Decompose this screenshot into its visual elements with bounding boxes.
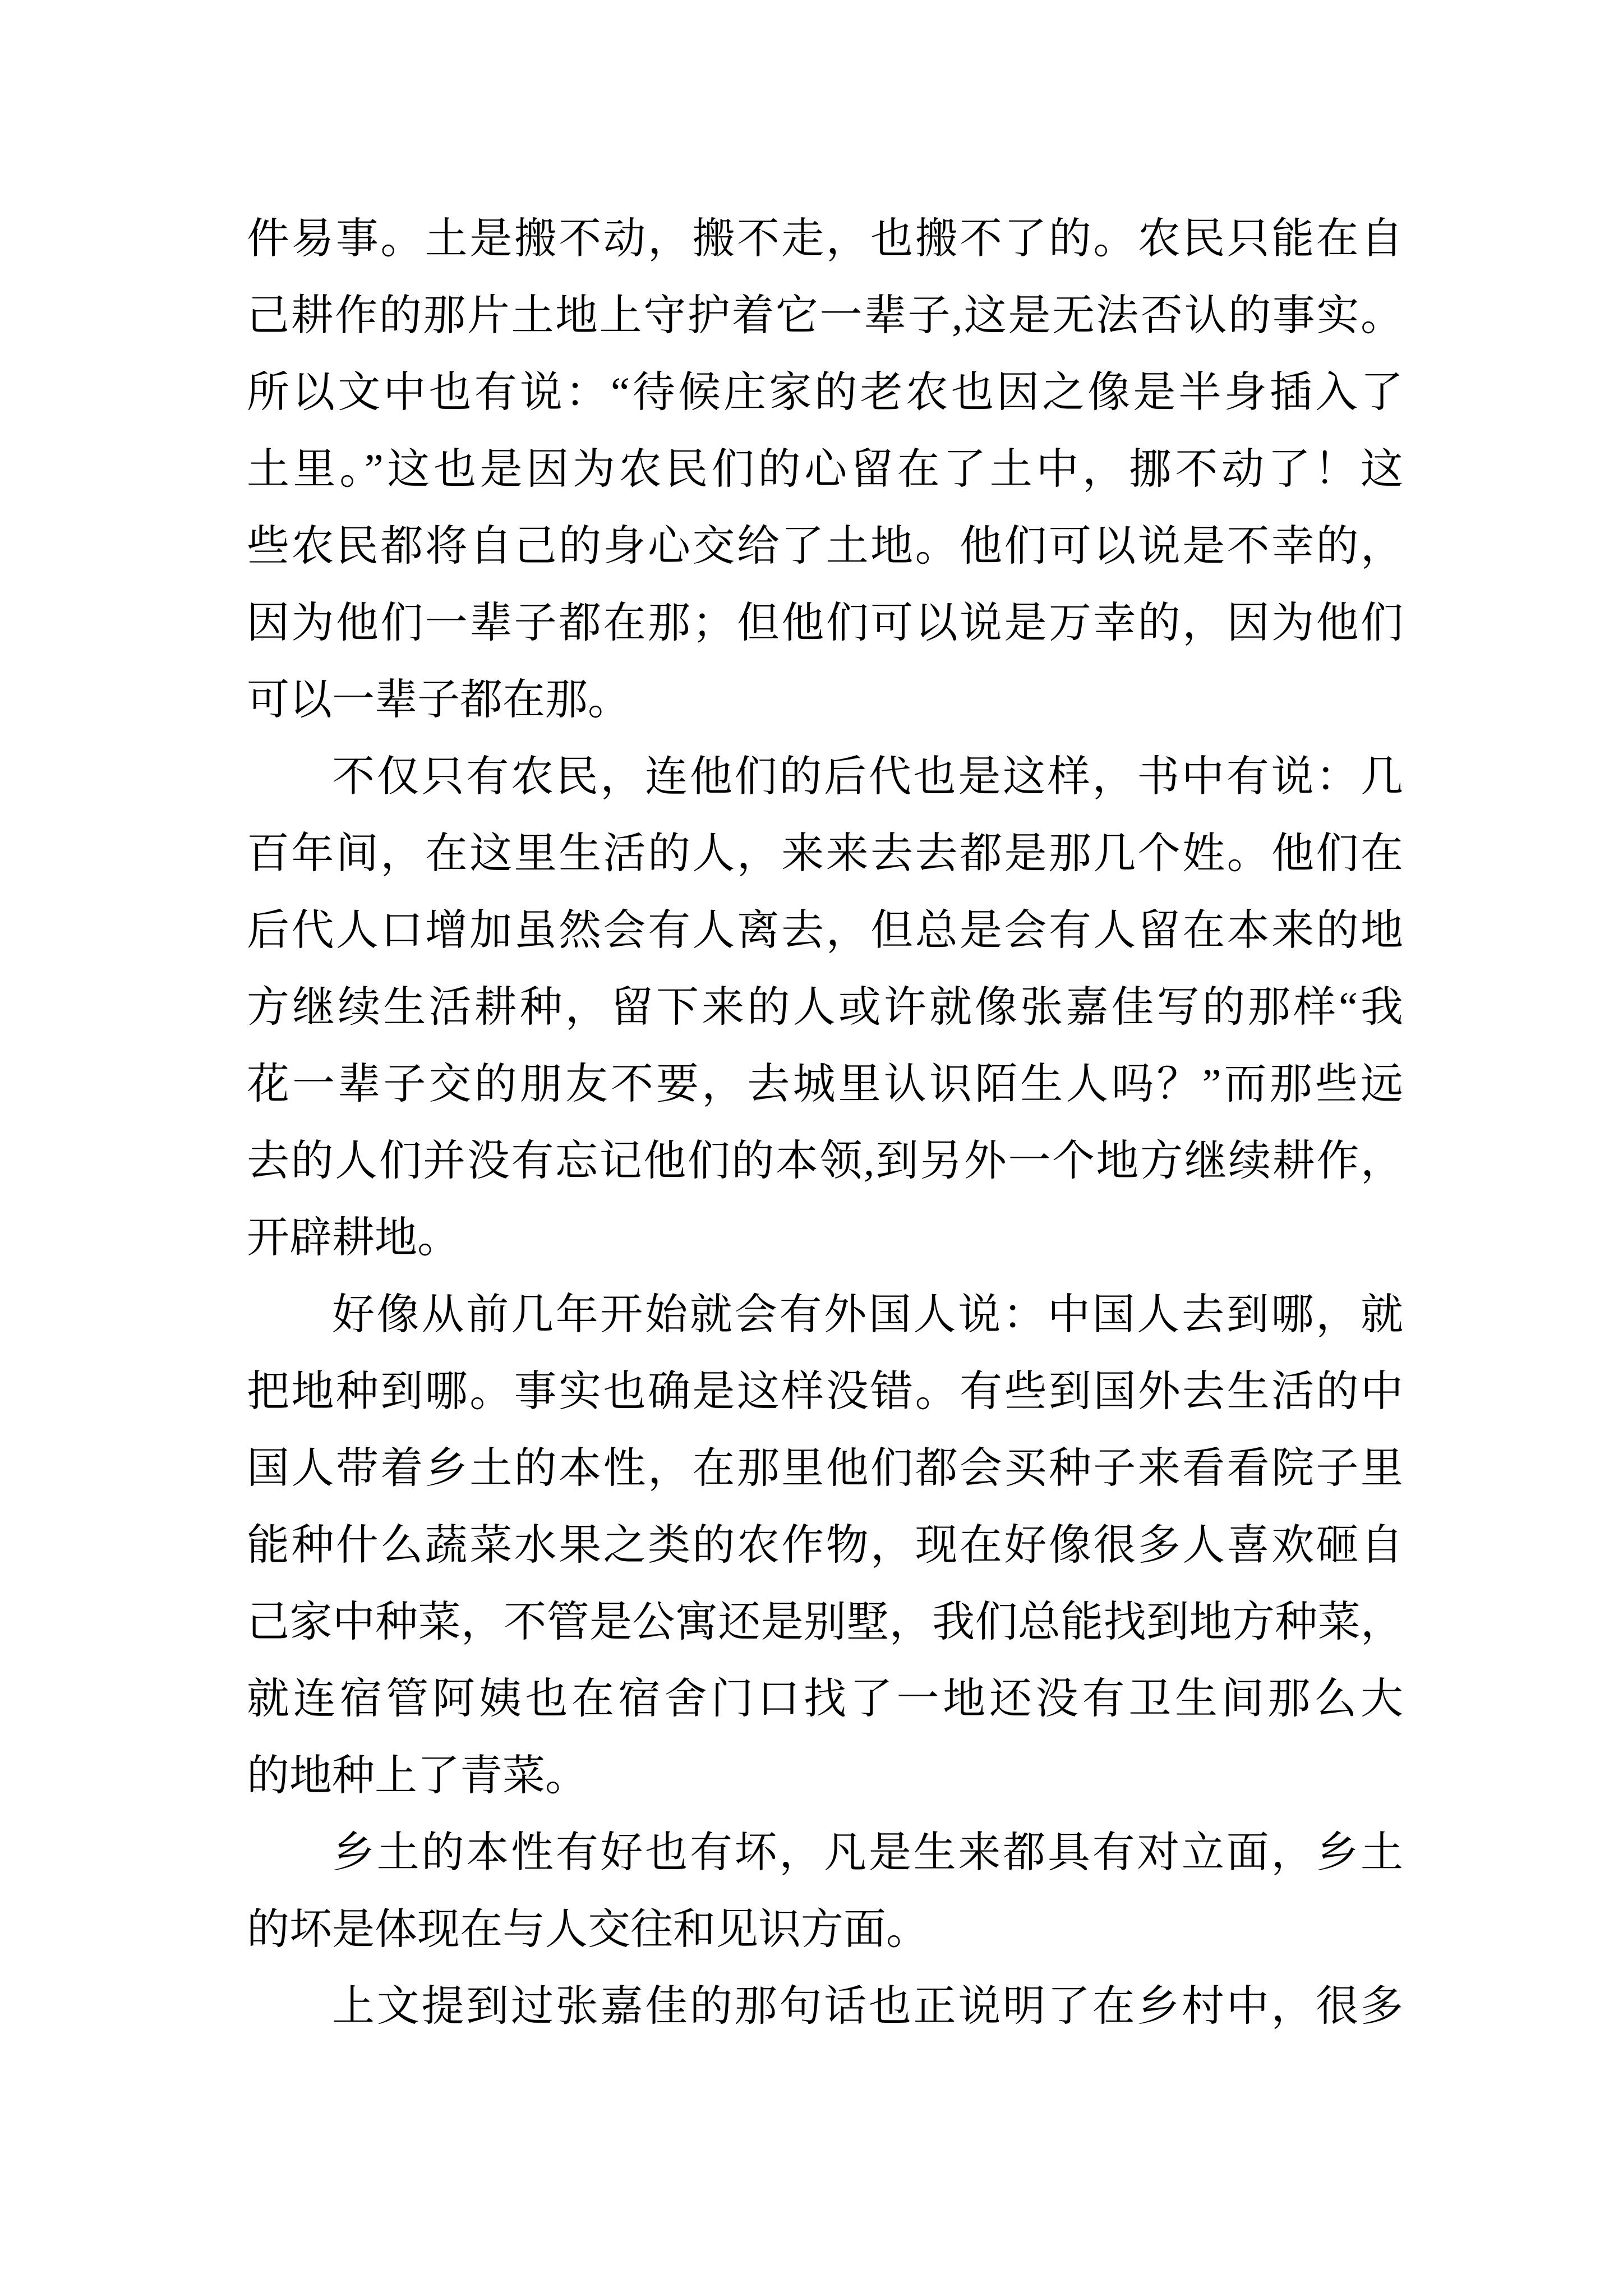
text-line: 乡土的本性有好也有坏，凡是生来都具有对立面，乡土 bbox=[332, 1829, 1403, 1876]
text-line: 不仅只有农民，连他们的后代也是这样，书中有说：几 bbox=[332, 753, 1403, 800]
text-line: 方继续生活耕种，留下来的人或许就像张嘉佳写的那样“我 bbox=[247, 984, 1403, 1031]
text-line: 因为他们一辈子都在那；但他们可以说是万幸的，因为他们 bbox=[247, 600, 1403, 647]
text-line: 些农民都将自己的身心交给了土地。他们可以说是不幸的， bbox=[247, 523, 1403, 570]
text-line: 把地种到哪。事实也确是这样没错。有些到国外去生活的中 bbox=[247, 1368, 1403, 1415]
text-line: 土里。”这也是因为农民们的心留在了土中，挪不动了！这 bbox=[247, 446, 1403, 493]
text-line: 去的人们并没有忘记他们的本领,到另外一个地方继续耕作， bbox=[247, 1138, 1403, 1185]
text-line: 己家中种菜，不管是公寓还是别墅，我们总能找到地方种菜， bbox=[247, 1599, 1403, 1646]
text-body bbox=[247, 201, 1403, 2045]
text-line: 可以一辈子都在那。 bbox=[247, 677, 630, 724]
text-line: 就连宿管阿姨也在宿舍门口找了一地还没有卫生间那么大 bbox=[247, 1676, 1403, 1723]
text-line: 所以文中也有说：“待候庄家的老农也因之像是半身插入了 bbox=[247, 369, 1403, 416]
text-line: 己耕作的那片土地上守护着它一辈子,这是无法否认的事实。 bbox=[247, 292, 1403, 339]
text-line: 件易事。土是搬不动，搬不走，也搬不了的。农民只能在自 bbox=[247, 215, 1403, 263]
text-line: 上文提到过张嘉佳的那句话也正说明了在乡村中，很多 bbox=[332, 1983, 1403, 2030]
text-line: 国人带着乡土的本性，在那里他们都会买种子来看看院子里 bbox=[247, 1445, 1403, 1492]
text-line: 开辟耕地。 bbox=[247, 1214, 460, 1262]
text-line: 后代人口增加虽然会有人离去，但总是会有人留在本来的地 bbox=[247, 907, 1403, 954]
text-line: 花一辈子交的朋友不要，去城里认识陌生人吗？”而那些远 bbox=[247, 1061, 1403, 1108]
text-line: 百年间，在这里生活的人，来来去去都是那几个姓。他们在 bbox=[247, 830, 1403, 877]
text-line: 的地种上了青菜。 bbox=[247, 1752, 588, 1800]
text-line: 好像从前几年开始就会有外国人说：中国人去到哪，就 bbox=[332, 1291, 1403, 1338]
text-line: 能种什么蔬菜水果之类的农作物，现在好像很多人喜欢砸自 bbox=[247, 1522, 1403, 1569]
text-line: 的坏是体现在与人交往和见识方面。 bbox=[247, 1906, 929, 1953]
